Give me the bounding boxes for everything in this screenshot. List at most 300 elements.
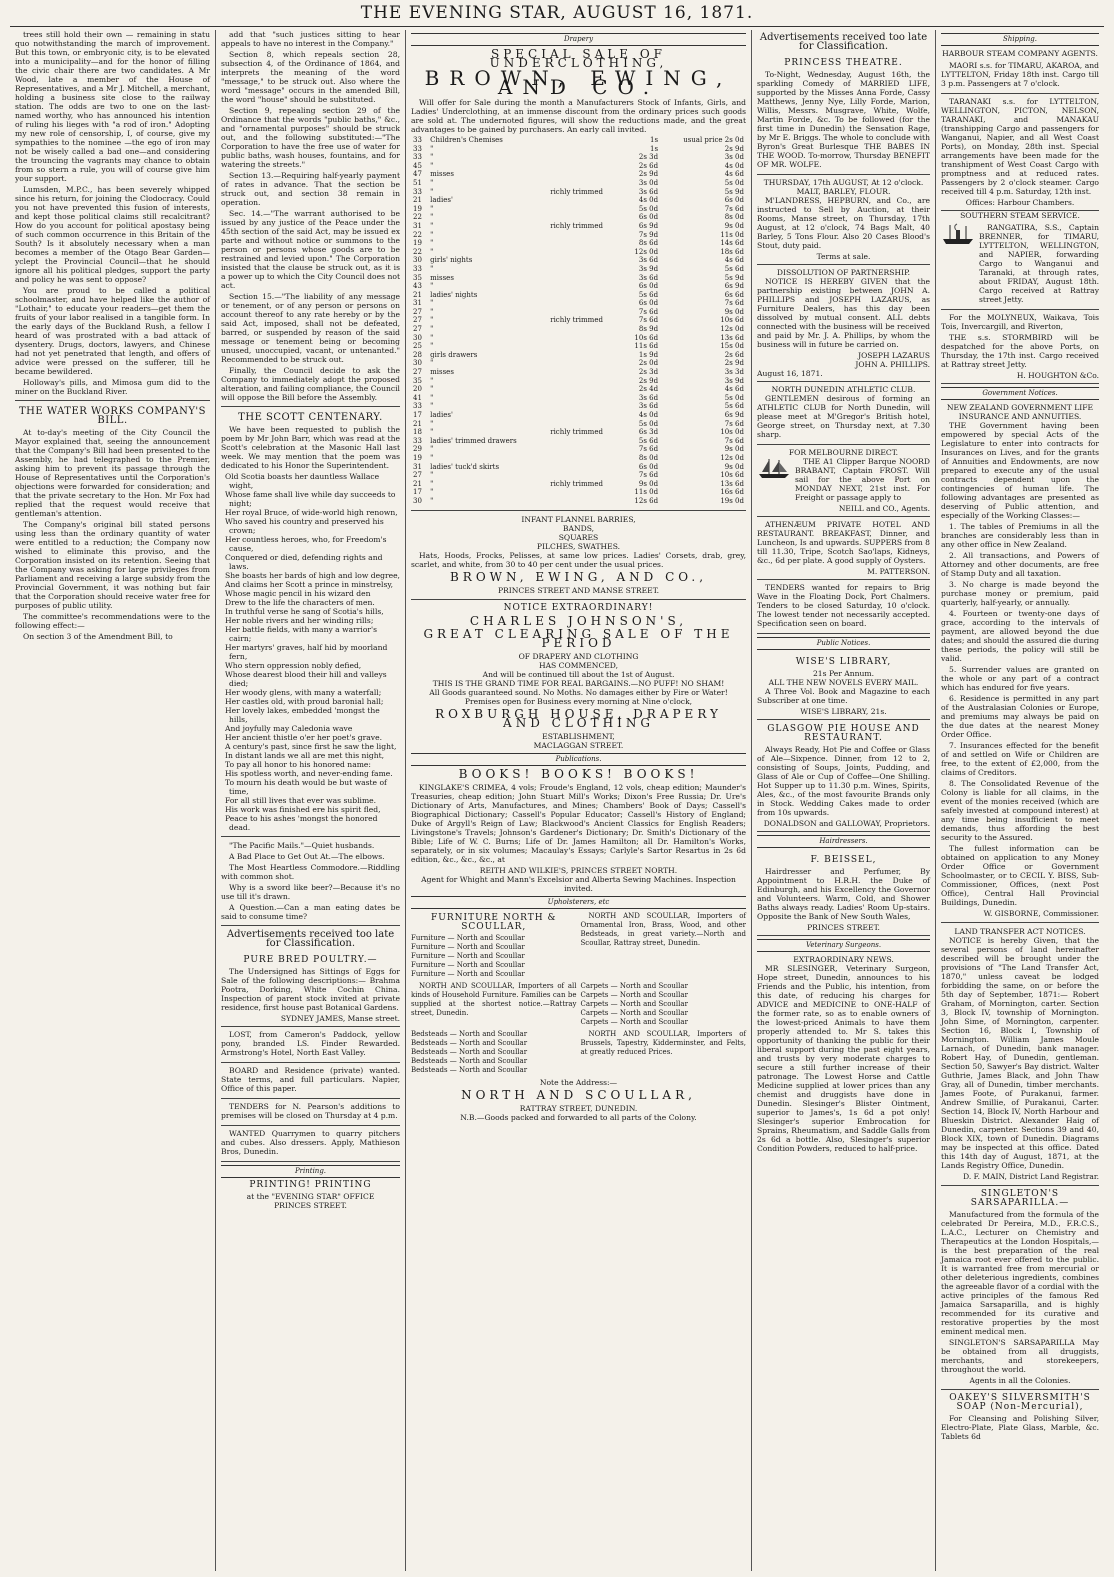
divider <box>221 836 400 837</box>
price-item: " <box>430 316 434 325</box>
books-title: BOOKS! BOOKS! BOOKS! <box>458 766 699 781</box>
price-item: ladies' <box>430 196 453 205</box>
stormbird-sig: H. HOUGHTON &Co. <box>1016 371 1099 380</box>
beissel-address: PRINCES STREET. <box>807 923 880 932</box>
clearing-title: GREAT CLEARING SALE OF THE PERIOD <box>423 626 734 650</box>
price-value: 3s 6d <box>638 273 659 282</box>
furniture-line: Furniture — North and Scoullar <box>411 960 525 969</box>
price-note <box>548 394 623 403</box>
price-item: " <box>430 178 434 187</box>
price-note <box>548 497 623 506</box>
theatre-ad <box>757 54 930 175</box>
price-item: " <box>430 299 434 308</box>
price-note: richly trimmed <box>550 479 603 488</box>
price-row <box>411 359 746 368</box>
article-paragraph: Lumsden, M.P.C., has been severely whipped since his return, for joining the Clodocracy. Could you not have prevented this fusion of interests, and kept those political claims still recalcitrant? How do you account for political apostasy being of such common occurrence in this Britain of the South? Is it absolutely necessary when a man becomes a member of the Otago Bear Garden—yclept the Provincial Council—that he should ignore all his political pledges, support the party and policy he was sent to oppose? <box>15 185 210 284</box>
price-note <box>548 231 623 240</box>
price-item: " <box>430 307 434 316</box>
landress-text: M'LANDRESS, HEPBURN, and Co., are instructed to Sell by Auction, at their Rooms, Manse street, on Thursday, 17th August, at 12 o'clock, 74 Bags Malt, 40 Barley, 5 Tons Flour. Also 20 Cases Blood's Stout, duty paid. <box>757 196 930 250</box>
joke-line: "The Pacific Mails."—Quiet husbands. <box>229 841 375 850</box>
life-intro: THE Government having been empowered by special Acts of the Legislature to enter into contracts for Insurances on Lives, and for the grants of Annuities and Endowments, are now prepared to execute any of the usual contracts dependent upon the contingencies of human life. The following advantages are presented as deserving of Public attention, and especially of the Working Classes:— <box>941 421 1099 520</box>
poem-line: In truthful verse he sang of Scotia's hills, <box>225 607 384 616</box>
malt-title: MALT, BARLEY, FLOUR. <box>796 187 891 196</box>
price-row <box>411 411 746 420</box>
harbour-heading: HARBOUR STEAM COMPANY AGENTS. <box>942 49 1098 58</box>
carpets-line: Carpets — North and Scoullar <box>580 1017 688 1026</box>
ns-brussels-text: NORTH AND SCOULLAR, Importers of Brussels, Tapestry, Kidderminster, and Felts, at greatly reduced Prices. <box>580 1029 746 1056</box>
price-item: " <box>430 488 434 497</box>
life-item: 6. Residence is permitted in any part of the Australasian Colonies or Europe, and premiums may always be paid on the due dates at the nearest Money Order Office. <box>941 694 1099 739</box>
land-heading: LAND TRANSFER ACT NOTICES. <box>954 927 1086 936</box>
article-paragraph: Section 8, which repeals section 28, subsection 4, of the Ordinance of 1864, and interprets the meaning of the word "message," to be struck out. Also where the word "message" occurs in the amended Bill, the word "house" should be substituted. <box>221 50 400 104</box>
poem-line: She boasts her bards of high and low degree, <box>225 571 400 580</box>
price-qty: 22 <box>413 230 422 239</box>
glasgow-ad <box>757 720 930 832</box>
poem-line: Her noble rivers and her winding rills; <box>225 616 374 625</box>
glasgow-text: Always Ready, Hot Pie and Coffee or Glass of Ale—Sixpence. Dinner, from 12 to 2, consisting of Soups, Joints, Pudding, and Glass of Ale or Cup of Coffee—One Shilling. Hot Supper up to 11.30 p.m. Wines, Spirits, Ales, &c., of the most favourite Brands only in Stock. Wedding Cakes made to order from 10s upwards. <box>757 745 930 817</box>
price-note: richly trimmed <box>550 316 603 325</box>
price-note <box>548 136 623 145</box>
price-item: " <box>430 402 434 411</box>
price-qty: 45 <box>413 161 422 170</box>
life-item: 8. The Consolidated Revenue of the Colony is liable for all claims, in the event of the monies received (which are safely invested at compound interest) at any time being insufficient to meet demands, thus affording the best security to the Assured. <box>941 779 1099 842</box>
price-qty: 33 <box>413 402 422 411</box>
price-qty: 27 <box>413 316 422 325</box>
price-value: 2s 9d <box>638 376 659 385</box>
article-paragraph: Sec. 14.—"The warrant authorised to be issued by any justice of the Peace under the 45th section of the said Act, may be issued ex parte and without notice or summons to the person or persons whose goods are to be restrained and levied upon." The Corporation insisted that the clause be struck out, as it is a power up to which the City Council does not act. <box>221 209 400 290</box>
price-usual: 10s 6d <box>720 471 744 480</box>
price-usual: 2s 9d <box>724 359 744 368</box>
article-paragraph: add that "such justices sitting to hear appeals to have no interest in the Company." <box>221 30 400 48</box>
sale-intro: Will offer for Sale during the month a Manufacturers Stock of Infants, Girls, and Ladies' Underclothing, at an immense discount from the ordinary prices such goods are sold at. The undernoted figures, will show the reductions made, and the great advantages to be gained by purchasers. An early call invited. <box>411 98 746 134</box>
price-item: " <box>430 213 434 222</box>
furniture-block <box>411 912 577 979</box>
furniture-title: FURNITURE NORTH & SCOULLAR, <box>431 912 557 932</box>
poultry-title: PURE BRED POULTRY.— <box>243 955 378 965</box>
article-paragraph: The committee's recommendations were to the following effect:— <box>15 612 210 630</box>
price-qty: 30 <box>413 333 422 342</box>
glasgow-heading: GLASGOW PIE HOUSE AND RESTAURANT. <box>767 724 920 743</box>
reith-name: REITH AND WILKIE'S, PRINCES STREET NORTH. <box>479 865 678 875</box>
price-usual: 9s 0d <box>724 462 744 471</box>
brig-tenders-text: TENDERS wanted for repairs to Brig Wave in the Floating Dock, Port Chalmers. Tenders to be closed Saturday, 10 o'clock. The lowest tender not necessarily accepted. Specification seen on board. <box>757 583 930 628</box>
price-usual: 3s 9d <box>724 376 744 385</box>
price-value: 6s 9d <box>638 221 659 230</box>
masthead: THE EVENING STAR, AUGUST 16, 1871. <box>10 0 1104 27</box>
price-usual: 2s 6d <box>724 350 744 359</box>
price-note <box>548 377 623 386</box>
price-note <box>548 265 623 274</box>
price-qty: 17 <box>413 488 422 497</box>
price-usual: 6s 9d <box>724 282 744 291</box>
poem-line: Who stern oppression nobly defied, <box>225 661 362 670</box>
tenders-ad <box>221 1099 400 1126</box>
price-row <box>411 480 746 489</box>
price-usual: 14s 6d <box>720 239 744 248</box>
price-item: ladies' nights <box>430 290 478 299</box>
price-item: ladies' <box>430 411 453 419</box>
price-row <box>411 316 746 325</box>
furniture-line: Furniture — North and Scoullar <box>411 933 525 942</box>
price-item: ladies' tuck'd skirts <box>430 462 500 471</box>
price-qty: 30 <box>413 256 422 265</box>
price-usual: 5s 9d <box>724 187 744 196</box>
poem-line: For all still lives that ever was sublime. <box>225 796 377 805</box>
bedsteads-line: Bedsteads — North and Scoullar <box>411 1047 528 1056</box>
southern-heading: SOUTHERN STEAM SERVICE. <box>960 211 1080 220</box>
price-note <box>548 411 623 420</box>
adv-heading: Advertisements received too late for Classification. <box>759 32 928 52</box>
price-item: " <box>430 239 434 248</box>
price-item: " <box>430 204 434 213</box>
price-value: 2s 6d <box>638 161 659 170</box>
ns-importers-block <box>581 912 747 979</box>
molyneux-text: For the MOLYNEUX, Waikava, Tois Tois, Invercargill, and Riverton, <box>941 313 1099 331</box>
carpets-list <box>581 982 747 1027</box>
price-note <box>548 145 623 154</box>
price-row <box>411 497 746 506</box>
price-usual: 5s 0d <box>724 393 744 402</box>
price-usual: 5s 0d <box>724 178 744 187</box>
poem-line: Peace to his ashes 'mongst the honored dead. <box>225 814 378 832</box>
price-usual: 12s 0d <box>720 325 744 334</box>
ns-big: NORTH AND SCOULLAR, <box>461 1087 696 1102</box>
melbourne-heading: FOR MELBOURNE DIRECT. <box>788 448 899 457</box>
price-note <box>548 368 623 377</box>
public-notices-heading: Public Notices. <box>757 637 930 650</box>
printing-sub: at the "EVENING STAR" OFFICE <box>246 1192 375 1201</box>
price-qty: 22 <box>413 247 422 256</box>
melbourne-text: THE A1 Clipper Barque NOORD BRABANT, Captain FROST. Will sail for the above Port on MONDAY NEXT, 21st inst. For Freight or passage apply to <box>795 457 930 502</box>
poem-line: Her ancient thistle o'er her poet's grave. <box>225 733 382 742</box>
price-item: " <box>430 445 434 454</box>
maori-text: MAORI s.s. for TIMARU, AKAROA, and LYTTELTON, Friday 18th inst. Cargo till 3 p.m. Passengers at 7 o'clock. <box>941 61 1099 88</box>
price-usual: 4s 0d <box>724 161 744 170</box>
price-note <box>548 162 623 171</box>
price-row <box>411 265 746 274</box>
rangatira-body <box>941 223 1099 306</box>
taranaki-ad <box>941 94 1099 211</box>
steamship-icon <box>941 223 975 245</box>
price-row <box>411 445 746 454</box>
price-usual: 11s 0d <box>720 230 744 239</box>
price-qty: 21 <box>413 419 422 428</box>
poem <box>221 472 400 832</box>
price-row <box>411 334 746 343</box>
price-item: " <box>430 496 434 505</box>
price-usual: 19s 0d <box>720 496 744 505</box>
price-value: 12s 6d <box>634 496 659 505</box>
upholstery-row <box>411 982 746 1027</box>
dissolution-date: August 16, 1871. <box>757 369 823 378</box>
price-note <box>548 437 623 446</box>
price-qty: 27 <box>413 307 422 316</box>
price-row <box>411 196 746 205</box>
athletic-ad <box>757 382 930 445</box>
price-row <box>411 377 746 386</box>
poem-line: His spotless worth, and never-ending fame. <box>225 769 393 778</box>
price-value: 2s 4d <box>638 385 659 394</box>
price-note <box>548 205 623 214</box>
wise-heading: WISE'S LIBRARY, <box>795 657 892 667</box>
joke-line: A Bad Place to Get Out At.—The elbows. <box>229 852 385 861</box>
poem-line: Her countless heroes, who, for Freedom's cause, <box>225 535 387 553</box>
vet-heading: Veterinary Surgeons. <box>757 939 930 952</box>
price-row <box>411 239 746 248</box>
price-row <box>411 454 746 463</box>
price-value: 4s 0d <box>638 196 659 205</box>
price-note <box>548 299 623 308</box>
singleton-text: Manufactured from the formula of the celebrated Dr Pereira, M.D., F.R.C.S., L.A.C., Lecturer on Chemistry and Therapeutics at the London Hospitals,—is the best preparation of the real Jamaica root ever offered to the public. It is warranted free from mercurial or other deleterious ingredients, combines the agreeable flavor of a cordial with the active principles of the famous Red Jamaica Sarsaparilla, and is highly recommended for its curative and restorative properties by the most eminent medical men. <box>941 1210 1099 1336</box>
price-usual: 5s 6d <box>724 264 744 273</box>
price-qty: 29 <box>413 445 422 454</box>
price-note <box>548 454 623 463</box>
price-usual: 9s 0d <box>724 445 744 454</box>
athletic-text: GENTLEMEN desirous of forming an ATHLETIC CLUB for North Dunedin, will please meet at M'Gregor's British hotel, George street, on Thursday next, at 7.30 sharp. <box>757 394 930 439</box>
price-item: " <box>430 144 434 153</box>
water-works-heading: THE WATER WORKS COMPANY'S BILL. <box>18 406 207 426</box>
price-note <box>548 213 623 222</box>
price-row <box>411 308 746 317</box>
price-usual: 9s 0d <box>724 307 744 316</box>
price-item: " <box>430 342 434 351</box>
price-row <box>411 368 746 377</box>
price-note <box>548 471 623 480</box>
price-qty: 33 <box>413 144 422 153</box>
price-qty: 43 <box>413 282 422 291</box>
price-item: " <box>430 479 434 488</box>
life-item: 1. The tables of Premiums in all the branches are considerably less than in any other office in New Zealand. <box>941 522 1099 549</box>
firm-address: PRINCES STREET AND MANSE STREET. <box>497 585 660 595</box>
divider <box>411 510 746 511</box>
drapery-heading: Drapery <box>411 33 746 46</box>
dissolution-sig: JOSEPH LAZARUS <box>858 351 930 360</box>
stormbird-text: THE s.s. STORMBIRD will be despatched for the above Ports, on Thursday, the 17th inst. Cargo received at Rattray street Jetty. <box>941 333 1099 369</box>
price-value: 2s 9d <box>638 170 659 179</box>
carpets-line: Carpets — North and Scoullar <box>580 999 688 1008</box>
price-item: " <box>430 325 434 334</box>
price-qty: 33 <box>413 436 422 445</box>
ns-brussels-block <box>581 1030 747 1075</box>
terms: Terms at sale. <box>816 252 871 261</box>
establishment: ESTABLISHMENT, <box>542 731 615 741</box>
price-qty: 51 <box>413 178 422 187</box>
flannel-note: Hats, Hoods, Frocks, Pelisses, at same low prices. Ladies' Corsets, drab, grey, scarlet, and white, from 30 to 40 per cent under the usual prices. <box>411 550 746 569</box>
price-value: 8s 0d <box>638 453 659 462</box>
ns-household-block <box>411 982 577 1027</box>
article-paragraph: The Company's original bill stated persons using less than the ordinary quantity of water were entitled to a reduction; the Company now wished to eliminate this proviso, and the Corporation insisted on its retention. Seeing that the Company was asking for large privileges from Parliament and receiving a large subsidy from the Provincial Government, it was nothing but fair that the Corporation should receive water free for purposes of public utility. <box>15 520 210 610</box>
price-item: " <box>430 333 434 342</box>
life-item: 3. No charge is made beyond the purchase money or premium, paid quarterly, half-yearly, or annually. <box>941 580 1099 607</box>
rangatira-text: RANGATIRA, S.S., Captain BRENNER, for TIMARU, LYTTELTON, WELLINGTON, and NAPIER, forwarding Cargo to Wanganui and Taranaki, at through rates, about FRIDAY, August 18th. Cargo received at Rattray street Jetty. <box>979 223 1099 304</box>
price-value: 2s 3d <box>638 153 659 162</box>
note-address: Note the Address:— <box>539 1077 618 1087</box>
dissolution-sig: JOHN A. PHILLIPS. <box>855 360 930 369</box>
joke-line: A Question.—Can a man eating dates be said to consume time? <box>221 903 400 921</box>
price-usual: 12s 0d <box>720 453 744 462</box>
price-usual: 9s 0d <box>724 221 744 230</box>
price-qty: 19 <box>413 453 422 462</box>
life-item: 2. All transactions, and Powers of Attorney and other documents, are free of Stamp Duty and all taxation. <box>941 551 1099 578</box>
price-row <box>411 222 746 231</box>
price-qty: 33 <box>413 136 422 144</box>
column-2 <box>216 30 406 1571</box>
upholsterers-heading: Upholsterers, etc <box>411 896 746 909</box>
price-note: richly trimmed <box>550 221 603 230</box>
firm-name-2: BROWN, EWING, AND CO., <box>449 569 708 584</box>
divider <box>15 400 210 401</box>
price-item: " <box>430 471 434 480</box>
price-qty: 33 <box>413 187 422 196</box>
bedsteads-line: Bedsteads — North and Scoullar <box>411 1056 528 1065</box>
price-note <box>548 445 623 454</box>
shipping-heading: Shipping. <box>941 33 1099 46</box>
price-qty: 20 <box>413 385 422 394</box>
price-row <box>411 179 746 188</box>
price-value: 3s 6d <box>638 393 659 402</box>
price-item: " <box>430 187 434 196</box>
beissel-title: F. BEISSEL, <box>810 855 877 865</box>
carpets-line: Carpets — North and Scoullar <box>580 990 688 999</box>
price-value: 11s 0d <box>634 488 659 497</box>
price-qty: 31 <box>413 462 422 471</box>
price-qty: 41 <box>413 393 422 402</box>
price-item: girls' nights <box>430 256 473 265</box>
price-usual: 4s 6d <box>724 256 744 265</box>
price-note <box>548 420 623 429</box>
price-note <box>548 239 623 248</box>
flannel-item: INFANT FLANNEL BARRIES, <box>521 514 636 524</box>
price-item: " <box>430 221 434 230</box>
price-qty: 31 <box>413 221 422 230</box>
furniture-list <box>411 934 577 979</box>
oakey-heading: OAKEY'S SILVERSMITH'S SOAP (Non-Mercurial), <box>949 1393 1091 1412</box>
price-usual: 3s 3d <box>724 368 744 377</box>
price-note <box>548 308 623 317</box>
price-item: " <box>430 419 434 428</box>
price-qty: 18 <box>413 428 422 437</box>
board-ad <box>221 1063 400 1099</box>
melbourne-body <box>757 457 930 504</box>
commenced: HAS COMMENCED, <box>538 660 619 670</box>
divider <box>941 1185 1099 1186</box>
price-qty: 30 <box>413 496 422 505</box>
clearing-sub: OF DRAPERY AND CLOTHING <box>518 651 639 661</box>
divider <box>221 406 400 407</box>
price-note <box>548 359 623 368</box>
poem-line: Her martyrs' graves, half hid by moorland fern, <box>225 643 388 661</box>
poem-line: And joyfully may Caledonia wave <box>225 724 353 733</box>
price-row <box>411 136 746 145</box>
price-value: 7s 6d <box>638 307 659 316</box>
price-note <box>548 170 623 179</box>
life-item: 7. Insurances effected for the benefit of and settled on Wife or Children are free, to the extent of £2,000, from the claims of Creditors. <box>941 741 1099 777</box>
bedsteads-line: Bedsteads — North and Scoullar <box>411 1065 528 1074</box>
price-row <box>411 471 746 480</box>
price-value: 4s 0d <box>638 411 659 419</box>
price-value: 1s <box>650 136 659 144</box>
stormbird-ad <box>941 310 1099 384</box>
price-value: 5s 0d <box>638 419 659 428</box>
price-note: richly trimmed <box>550 187 603 196</box>
price-value: 6s 0d <box>638 282 659 291</box>
price-item: " <box>430 453 434 462</box>
beissel-text: Hairdresser and Perfumer, By Appointment to H.R.H. the Duke of Edinburgh, and his Excellency the Governor and Volunteers. Warm, Cold, and Shower Baths always ready. Ladies' Room Up-stairs. Opposite the Bank of New South Wales, <box>757 867 930 921</box>
singleton-sub: SINGLETON'S SARSAPARILLA May be obtained from all druggists, merchants, and storekeepers, throughout the world. <box>941 1338 1099 1374</box>
life-heading: NEW ZEALAND GOVERNMENT LIFE INSURANCE AND ANNUITIES. <box>946 403 1094 421</box>
price-row <box>411 153 746 162</box>
melbourne-ad <box>757 445 930 517</box>
article-paragraph: trees still hold their own — remaining in statu quo notwithstanding the march of improvement. But this town, or embryonic city, is to be elevated into a municipality—and for the honor of filling the civic chair there are two candidates. A Mr Wood, late a member of the House of Representatives, and a Mr J. Mitchell, a merchant, holding a business site close to the railway station. The odds are two to one on the last-named worthy, who has announced his intention of ruling his lieges with "a rod of iron." Adopting my new role of censorship, I, of course, give my sympathies to the nominee —the ego of iron may not be wisely called a bad one—and considering the trouncing the vagrants may chance to obtain from so stern a rule, you will of course give him your support. <box>15 30 210 183</box>
price-item: " <box>430 230 434 239</box>
price-note <box>548 179 623 188</box>
price-row <box>411 231 746 240</box>
poem-line: Her woody glens, with many a waterfall; <box>225 688 382 697</box>
price-qty: 27 <box>413 471 422 480</box>
theatre-text: To-Night, Wednesday, August 16th, the sparkling Comedy of MARRIED LIFE, supported by the Misses Anna Forde, Cassy Matthews, Jenny Nye, Lilly Forde, Marion, Willis, Messrs. Musgrave, White, Wolfe, Martin Forde, &c. To be followed (for the first time in Dunedin) the Sensation Rage, by Mr E. Briggs. The whole to conclude with Byron's Great Burlesque THE BABES IN THE WOOD. To-morrow, Thursday BENEFIT OF MR. WOLFE. <box>757 70 930 169</box>
poem-line: Conquered or died, defending rights and laws. <box>225 553 383 571</box>
price-usual: 2s 9d <box>724 144 744 153</box>
thursday: THURSDAY, 17th AUGUST, At 12 o'clock. <box>763 178 924 187</box>
taranaki-text: TARANAKI s.s. for LYTTELTON, WELLINGTON, PICTON, NELSON, TARANAKI, and MANAKAU (transhipping Cargo and passengers for Wanganui, Napier, and all West Coast Ports), on Monday, 28th inst. Special arrangements have been made for the transhipment of West Coast Cargo with promptness and at reduced rates. Passengers by 2 o'clock steamer. Cargo received till 4 p.m. Saturday, 12th inst. <box>941 97 1099 196</box>
continued: And will be continued till about the 1st of August. <box>482 669 675 679</box>
price-note <box>548 342 623 351</box>
tenders-text: TENDERS for N. Pearson's additions to premises will be closed on Thursday at 4 p.m. <box>221 1102 400 1120</box>
bedsteads-line: Bedsteads — North and Scoullar <box>411 1038 528 1047</box>
price-item: " <box>430 359 434 368</box>
premises: Premises open for Business every morning at Nine o'clock, <box>464 696 693 706</box>
price-item: misses <box>430 368 454 377</box>
price-item: " <box>430 282 434 291</box>
price-qty: 30 <box>413 359 422 368</box>
theatre-title: PRINCESS THEATRE. <box>784 58 903 68</box>
maclaggan: MACLAGGAN STREET. <box>533 740 624 750</box>
price-note <box>548 256 623 265</box>
price-row <box>411 291 746 300</box>
wise-ad <box>757 653 930 720</box>
price-item: " <box>430 264 434 273</box>
ns-household-text: NORTH AND SCOULLAR, Importers of all kinds of Household Furniture. Families can be supplied at the shortest notice.—Rattray street, Dunedin. <box>411 981 577 1017</box>
poem-line: To pay all honor to his honored name: <box>225 760 371 769</box>
price-qty: 21 <box>413 290 422 299</box>
rangatira-ad <box>941 220 1099 310</box>
melbourne-sig: NEILL and CO., Agents. <box>838 504 930 513</box>
price-qty: 25 <box>413 342 422 351</box>
price-qty: 19 <box>413 239 422 248</box>
price-row <box>411 385 746 394</box>
poem-line: Drew to the life the characters of men. <box>225 598 375 607</box>
price-usual: 6s 6d <box>724 290 744 299</box>
article-paragraph: Section 9, repealing section 29 of the Ordinance that the words "public baths," &c., and "ornamental purposes" should be struck out, and the following substituted:—"The Corporation to have the free use of water for public baths, wash houses, fountains, and for watering the streets." <box>221 106 400 169</box>
price-note <box>548 248 623 257</box>
furniture-line: Furniture — North and Scoullar <box>411 969 525 978</box>
price-qty: 27 <box>413 368 422 377</box>
carpets-line: Carpets — North and Scoullar <box>580 981 688 990</box>
poem-line: Her battle fields, with many a warrior's cairn; <box>225 625 378 643</box>
ns-importers-text: NORTH AND SCOULLAR, Importers of Ornamental Iron, Brass, Wood, and other Bedsteads, in great variety.—North and Scoullar, Rattray street, Dunedin. <box>580 911 746 947</box>
price-value: 3s 6d <box>638 402 659 411</box>
price-row <box>411 420 746 429</box>
price-qty: 21 <box>413 479 422 488</box>
price-row <box>411 402 746 411</box>
flannel-item: PILCHES, SWATHES. <box>536 541 621 551</box>
price-value: 7s 9d <box>638 230 659 239</box>
price-item: " <box>430 161 434 170</box>
price-item: " <box>430 376 434 385</box>
price-usual: 10s 6d <box>720 316 744 325</box>
singleton-agents: Agents in all the Colonies. <box>969 1376 1071 1385</box>
land-text: NOTICE is hereby Given, that the several persons of land hereinafter described will be brought under the provisions of "The Land Transfer Act, 1870," unless caveat be lodged forbidding the same, on or before the 5th day of September, 1871:— Robert Graham, of Mornington, carter. Section 3, Block IV, township of Mornington. John Sime, of Mornington, carpenter. Section 16, Block I, Township of Mornington. William James Moule Larnach, of Dunedin, bank manager. Robert Hay, of Dunedin, gentleman. Section 50, Sawyer's Bay district. Walter Guthrie, James Black, and John Thaw Gray, all of Dunedin, timber merchants. James Foote, of Purakanui, farmer. Andrew Smillie, of Purakanui, Carter. Section 14, Block IV, North Harbour and Blueskin District. Alexander Haig of Dunedin, carpenter. Sections 39 and 40, Block XIX, town of Dunedin. Diagrams may be inspected at this office. Dated this 14th day of August, 1871, at the Lands Registry Office, Dunedin. <box>941 936 1099 1170</box>
